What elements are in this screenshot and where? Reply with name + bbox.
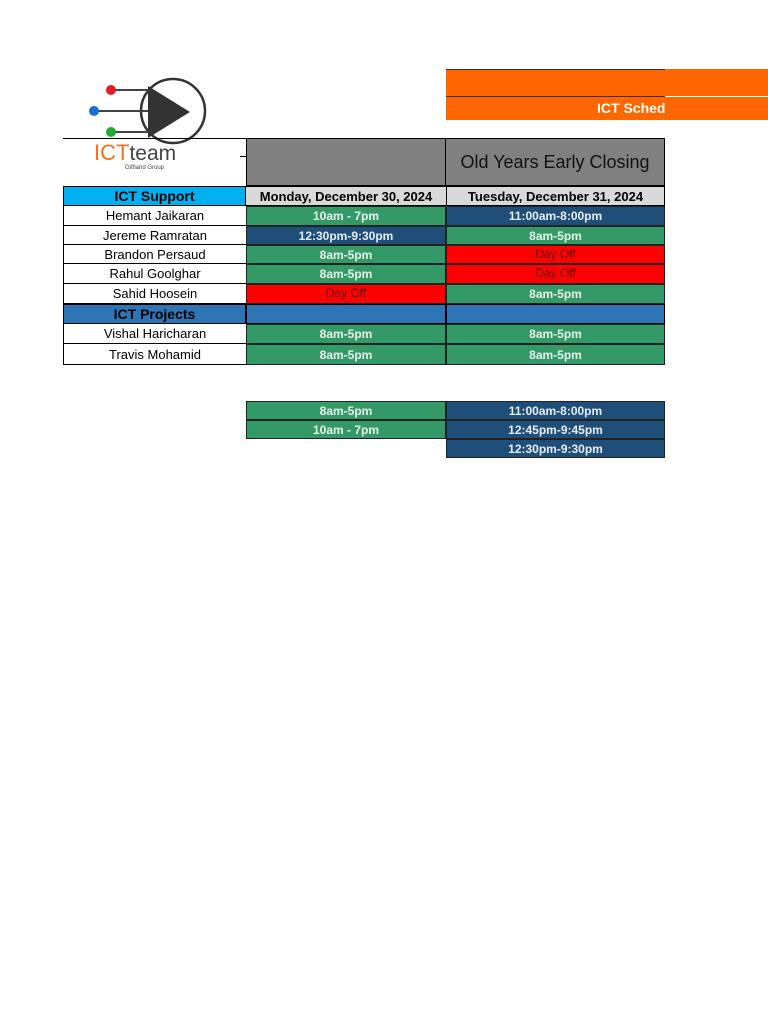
shift-cell-day-off: Day Off (446, 264, 665, 284)
shift-cell: 8am-5pm (446, 344, 665, 365)
staff-name: Vishal Haricharan (63, 324, 246, 344)
shift-cell: 8am-5pm (446, 226, 665, 245)
shift-cell: 11:00am-8:00pm (446, 206, 665, 226)
logo-subtitle: Giftland Group (125, 165, 165, 171)
section-ict-support: ICT Support (63, 186, 246, 206)
day-header-monday: Monday, December 30, 2024 (246, 186, 446, 206)
shift-cell: 8am-5pm (246, 344, 446, 365)
logo-team: team (129, 142, 177, 165)
legend-shift: 12:30pm-9:30pm (446, 439, 665, 458)
projects-band-monday (246, 304, 446, 324)
event-title: Old Years Early Closing (446, 138, 665, 186)
logo (63, 72, 240, 175)
staff-name: Jereme Ramratan (63, 226, 246, 245)
banner-title-bar (446, 97, 768, 120)
shift-cell: 12:30pm-9:30pm (246, 226, 446, 245)
legend-shift: 11:00am-8:00pm (446, 401, 665, 420)
day-header-tuesday: Tuesday, December 31, 2024 (446, 186, 665, 206)
shift-cell: 8am-5pm (446, 284, 665, 304)
banner-title: ICT Sched (597, 100, 666, 116)
shift-cell: 8am-5pm (446, 324, 665, 344)
staff-name: Sahid Hoosein (63, 284, 246, 304)
logo-wordmark (94, 142, 234, 164)
shift-cell: 8am-5pm (246, 264, 446, 284)
staff-name: Rahul Goolghar (63, 264, 246, 284)
logo-ict: ICT (94, 140, 130, 165)
header-left-line (63, 138, 246, 139)
staff-name: Hemant Jaikaran (63, 206, 246, 226)
shift-cell: 10am - 7pm (246, 206, 446, 226)
staff-name: Brandon Persaud (63, 245, 246, 264)
shift-cell: 8am-5pm (246, 245, 446, 264)
shift-cell-day-off: Day Off (246, 284, 446, 304)
banner-top-line (446, 69, 665, 70)
staff-name: Travis Mohamid (63, 344, 246, 365)
section-ict-projects: ICT Projects (63, 304, 246, 324)
shift-cell-day-off: Day Off (446, 245, 665, 264)
shift-cell: 8am-5pm (246, 324, 446, 344)
header-gray-block (246, 138, 446, 186)
legend-shift: 8am-5pm (246, 401, 446, 420)
banner-top-stripe (446, 69, 768, 96)
legend-shift: 10am - 7pm (246, 420, 446, 439)
legend-shift: 12:45pm-9:45pm (446, 420, 665, 439)
projects-band-tuesday (446, 304, 665, 324)
